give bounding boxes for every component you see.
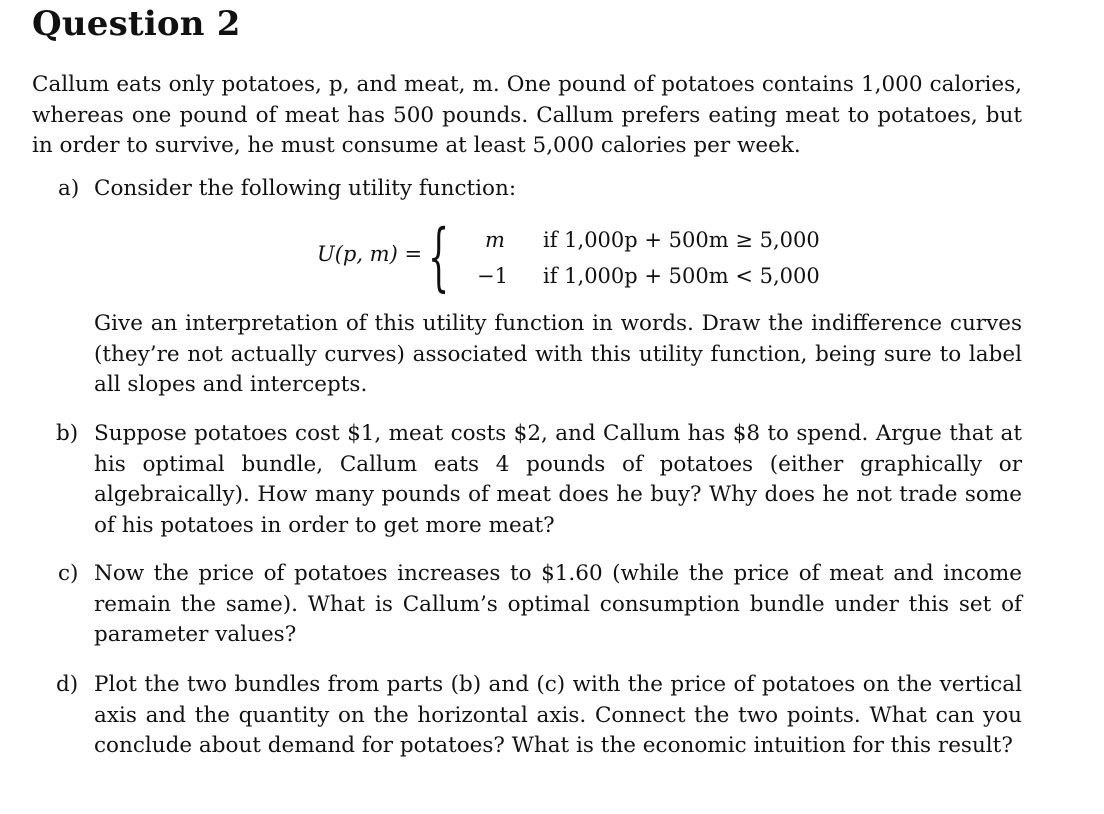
part-c-text: Now the price of potatoes increases to $1.60 (while the price of meat and income remain the same). What is Callum’s optimal consumption bundle under this set of parameter values?	[94, 561, 1022, 647]
case-1-value: m	[485, 228, 505, 252]
part-a-label: a)	[58, 176, 80, 201]
utility-equation	[317, 214, 877, 300]
part-c-label: c)	[58, 561, 79, 586]
equation-brace: {	[428, 214, 450, 300]
part-b-label: b)	[56, 421, 79, 446]
part-b-text: Suppose potatoes cost $1, meat costs $2, and Callum has $8 to spend. Argue that at his optimal bundle, Callum eats 4 pounds of potatoes (either graphically or algebraically). How many pounds of meat does he buy? Why does he not trade some of his potatoes in order to get more meat?	[94, 421, 1022, 538]
case-2-value: −1	[477, 264, 508, 288]
question-heading: Question 2	[32, 4, 241, 44]
question-intro: Callum eats only potatoes, p, and meat, m. One pound of potatoes contains 1,000 calories, whereas one pound of meat has 500 pounds. Callum prefers eating meat to potatoes, but in order to survive, he must consume at least 5,000 calories per week.	[32, 72, 1022, 158]
part-d-text: Plot the two bundles from parts (b) and (c) with the price of potatoes on the vertical axis and the quantity on the horizontal axis. Connect the two points. What can you conclude about demand for potatoes? What is the economic intuition for this result?	[94, 672, 1022, 758]
part-a-text: Consider the following utility function:	[94, 176, 517, 201]
case-2-condition: if 1,000p + 500m < 5,000	[543, 264, 820, 288]
part-d-label: d)	[56, 672, 79, 697]
part-a-followup: Give an interpretation of this utility function in words. Draw the indifference curves (they’re not actually curves) associated with this utility function, being sure to label all slopes and intercepts.	[94, 311, 1022, 397]
equation-lhs: U(p, m) =	[317, 242, 423, 266]
case-1-condition: if 1,000p + 500m ≥ 5,000	[543, 228, 820, 252]
